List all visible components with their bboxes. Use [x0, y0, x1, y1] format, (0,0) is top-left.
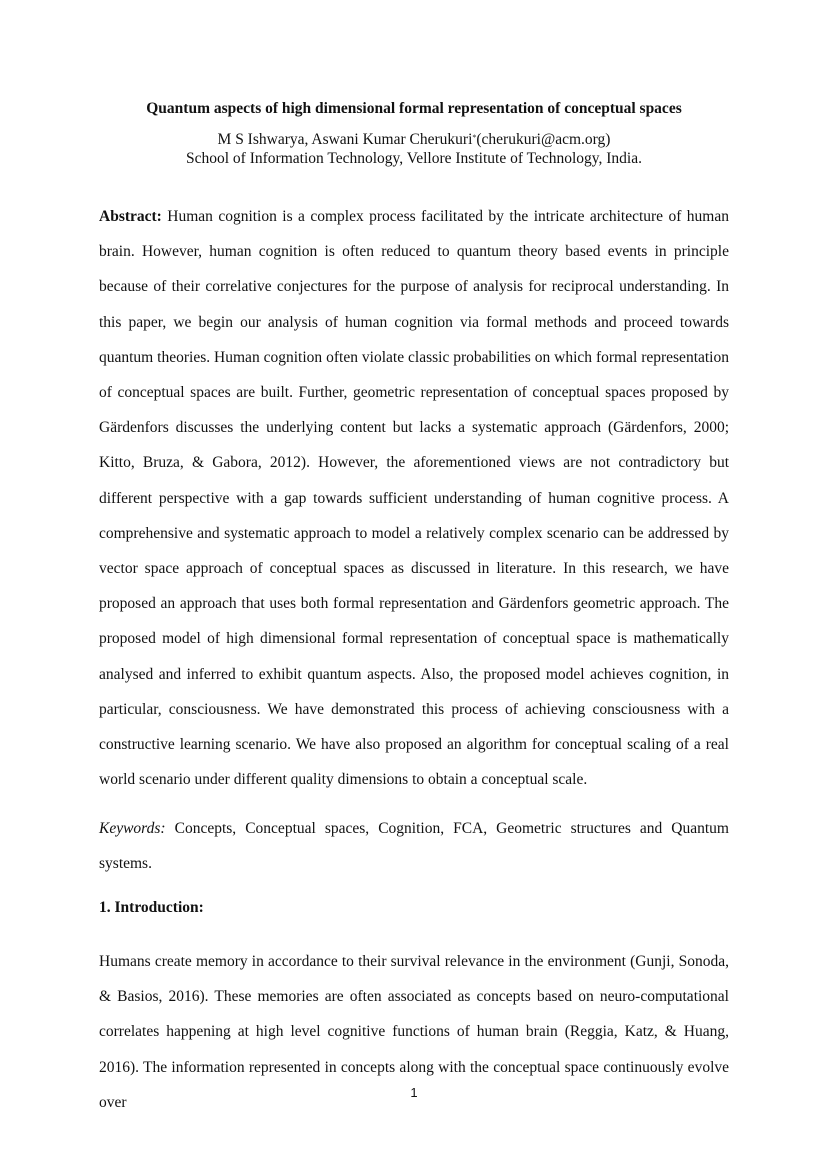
- section-heading-introduction: 1. Introduction:: [99, 899, 204, 916]
- author-email: (cherukuri@acm.org): [476, 131, 611, 148]
- introduction-paragraph: Humans create memory in accordance to their survival relevance in the environment (Gunji, Sonoda, & Basios, 2016). These memories are often associated as concepts based on neuro-computational correlates happening at high level cognitive functions of human brain (Reggia, Katz, & Huang, 2016). The information represented in concepts along with the conceptual space continuously evolve over: [99, 953, 729, 1111]
- abstract-body: Human cognition is a complex process facilitated by the intricate architecture of human brain. However, human cognition is often reduced to quantum theory based events in principle because of their correlative conjectures for the purpose of analysis for reciprocal understanding. In this paper, we begin our analysis of human cognition via formal methods and proceed towards quantum theories. Human cognition often violate classic probabilities on which formal representation of conceptual spaces are built. Further, geometric representation of conceptual spaces proposed by Gärdenfors discusses the underlying content but lacks a systematic approach (Gärdenfors, 2000; Kitto, Bruza, & Gabora, 2012). However, the aforementioned views are not contradictory but different perspective with a gap towards sufficient understanding of human cognitive process. A comprehensive and systematic approach to model a relatively complex scenario can be addressed by vector space approach of conceptual spaces as discussed in literature. In this research, we have proposed an approach that uses both formal representation and Gärdenfors geometric approach. The proposed model of high dimensional formal representation of conceptual space is mathematically analysed and inferred to exhibit quantum aspects. Also, the proposed model achieves cognition, in particular, consciousness. We have demonstrated this process of achieving consciousness with a constructive learning scenario. We have also proposed an algorithm for conceptual scaling of a real world scenario under different quality dimensions to obtain a conceptual scale.: [99, 208, 729, 789]
- keywords-paragraph: [99, 811, 729, 881]
- author-names: M S Ishwarya, Aswani Kumar Cherukuri: [217, 131, 473, 148]
- author-line: [0, 130, 828, 149]
- paper-title: Quantum aspects of high dimensional formal representation of conceptual spaces: [146, 100, 682, 117]
- abstract-paragraph: [99, 199, 729, 797]
- abstract-label: Abstract:: [99, 208, 162, 225]
- keywords-body: Concepts, Conceptual spaces, Cognition, FCA, Geometric structures and Quantum systems.: [99, 820, 729, 872]
- keywords-label: Keywords:: [99, 820, 166, 837]
- author-affiliation: School of Information Technology, Vellore Institute of Technology, India.: [186, 150, 642, 167]
- page-number: 1: [410, 1085, 418, 1100]
- corresponding-author-mark: *: [472, 133, 477, 142]
